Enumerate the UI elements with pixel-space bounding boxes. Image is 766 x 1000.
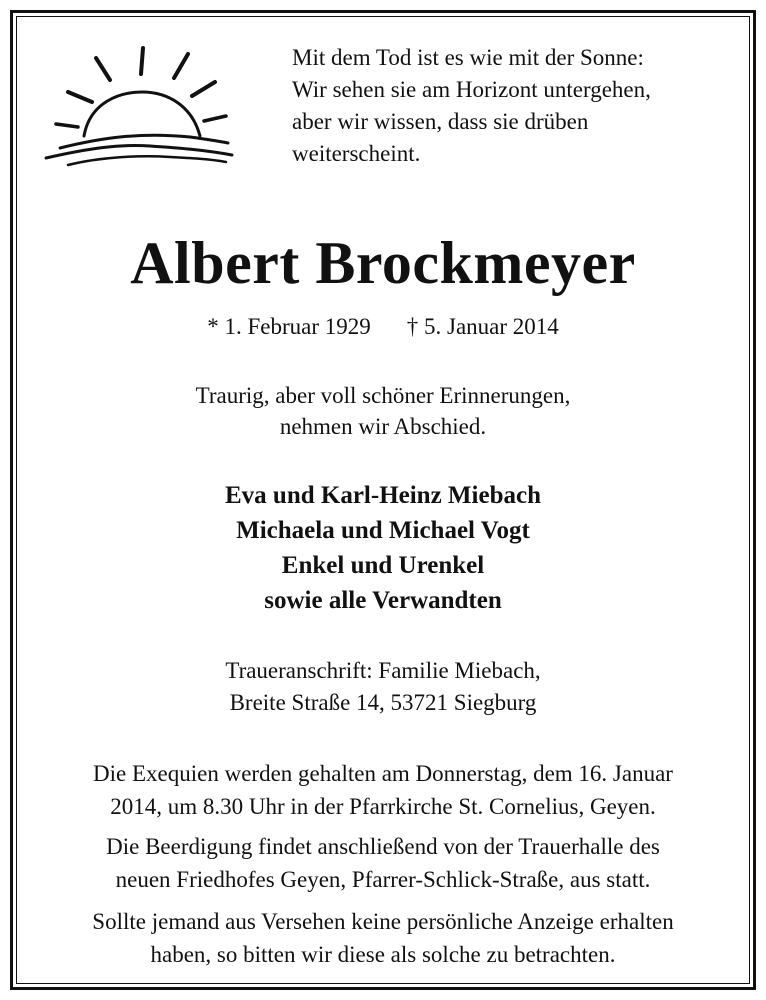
service-info [0,757,766,823]
notice-note [0,905,766,971]
burial-info [0,830,766,896]
burial-line: Die Beerdigung findet anschließend von der Trauerhalle des [106,834,660,859]
family-line: sowie alle Verwandten [264,587,502,614]
birth-date: * 1. Februar 1929 [207,314,371,339]
family-line: Enkel und Urenkel [281,552,485,579]
quote-line: weiterscheint. [292,141,421,166]
address-line: Breite Straße 14, 53721 Siegburg [229,690,537,715]
quote-line: Mit dem Tod ist es wie mit der Sonne: [292,45,644,70]
family-line: Michaela und Michael Vogt [236,517,530,544]
setting-sun-icon [40,40,240,170]
quote-line: aber wir wissen, dass sie drüben [292,109,589,134]
service-line: 2014, um 8.30 Uhr in der Pfarrkirche St. Cornelius, Geyen. [110,794,656,819]
note-line: Sollte jemand aus Versehen keine persönliche Anzeige erhalten [92,909,674,934]
life-dates [0,312,766,342]
service-line: Die Exequien werden gehalten am Donnerstag, dem 16. Januar [93,761,673,786]
mourning-address [0,655,766,719]
mourning-line: Traurig, aber voll schöner Erinnerungen, [195,383,571,408]
family-names [0,478,766,618]
mourning-line: nehmen wir Abschied. [279,414,487,439]
burial-line: neuen Friedhofes Geyen, Pfarrer-Schlick-Straße, aus statt. [115,867,651,892]
mourning-text [0,380,766,442]
death-date: † 5. Januar 2014 [406,314,559,339]
address-line: Traueranschrift: Familie Miebach, [225,658,541,683]
quote-line: Wir sehen sie am Horizont untergehen, [292,77,651,102]
memorial-quote [292,42,732,170]
deceased-name: Albert Brockmeyer [130,230,636,296]
note-line: haben, so bitten wir diese als solche zu betrachten. [150,942,616,967]
family-line: Eva und Karl-Heinz Miebach [225,482,541,509]
